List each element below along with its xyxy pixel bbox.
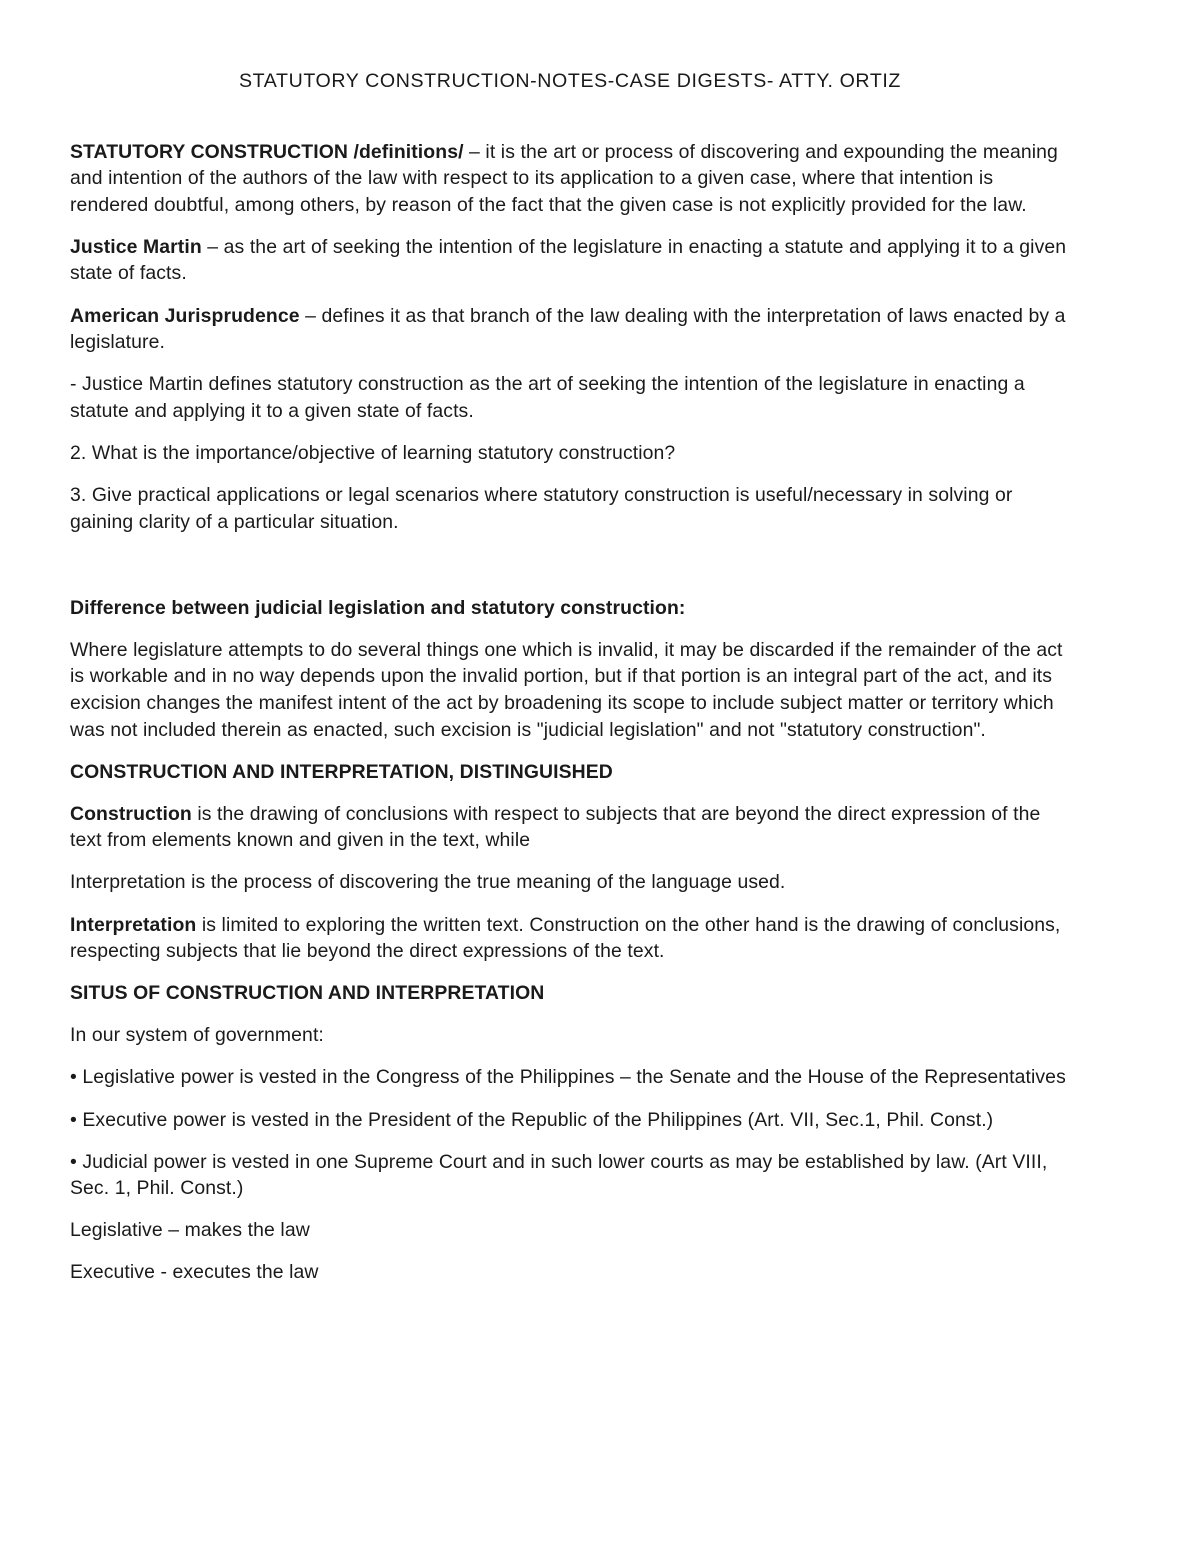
bullet-legislative-power: • Legislative power is vested in the Congress of the Philippines – the Senate and the House of the Representatives [70, 1066, 1066, 1089]
document-body [70, 68, 1070, 1302]
question-3: 3. Give practical applications or legal scenarios where statutory construction is useful/necessary in solving or gaining clarity of a particular situation. [70, 484, 1013, 533]
interpretation-definition [70, 912, 1070, 965]
justice-martin-note: - Justice Martin defines statutory construction as the art of seeking the intention of the legislature in enacting a statute and applying it to a given state of facts. [70, 373, 1025, 422]
question-2: 2. What is the importance/objective of learning statutory construction? [70, 441, 676, 464]
bullet-judicial-power: • Judicial power is vested in one Supreme Court and in such lower courts as may be established by law. (Art VIII, Sec. 1, Phil. Const.) [70, 1150, 1048, 1200]
definition-justice-martin [70, 234, 1070, 287]
construction-definition [70, 801, 1070, 854]
document-title: STATUTORY CONSTRUCTION-NOTES-CASE DIGESTS- ATTY. ORTIZ [239, 70, 901, 92]
definition-term: Interpretation [70, 913, 197, 936]
system-intro: In our system of government: [70, 1024, 324, 1047]
definition-text: is limited to exploring the written text. Construction on the other hand is the drawing of conclusions, respecting subjects that lie beyond the direct expressions of the text. [70, 913, 1061, 963]
definition-term: Justice Martin [70, 235, 202, 258]
definition-text: is the drawing of conclusions with respect to subjects that are beyond the direct expression of the text from elements known and given in the text, while [70, 802, 1041, 852]
definition-text: – defines it as that branch of the law dealing with the interpretation of laws enacted by a legislature. [70, 304, 1066, 354]
definition-american-jurisprudence [70, 303, 1070, 356]
judicial-legislation-heading: Difference between judicial legislation and statutory construction: [70, 596, 686, 619]
spacer [70, 551, 1070, 595]
bullet-executive-power: • Executive power is vested in the President of the Republic of the Philippines (Art. VII, Sec.1, Phil. Const.) [70, 1108, 994, 1131]
legislative-role: Legislative – makes the law [70, 1219, 310, 1242]
executive-role: Executive - executes the law [70, 1261, 319, 1284]
distinguished-heading: CONSTRUCTION AND INTERPRETATION, DISTINGUISHED [70, 760, 613, 783]
definition-text: – as the art of seeking the intention of the legislature in enacting a statute and applying it to a given state of facts. [70, 235, 1067, 285]
judicial-legislation-text: Where legislature attempts to do several things one which is invalid, it may be discarded if the remainder of the act is workable and in no way depends upon the invalid portion, but if that portion is an integral part of the act, and its excision changes the manifest intent of the act by broadening its scope to include subject matter or territory which was not included therein as enacted, such excision is "judicial legislation" and not "statutory construction". [70, 638, 1063, 741]
definition-statutory-construction [70, 139, 1070, 219]
situs-heading: SITUS OF CONSTRUCTION AND INTERPRETATION [70, 982, 545, 1005]
definition-term: STATUTORY CONSTRUCTION /definitions/ [70, 140, 464, 163]
definition-term: American Jurisprudence [70, 304, 300, 327]
definition-text: – it is the art or process of discovering and expounding the meaning and intention of the authors of the law with respect to its application to a given case, where that intention is rendered doubtful, among others, by reason of the fact that the given case is not explicitly provided for the law. [70, 140, 1058, 216]
definition-term: Construction [70, 802, 192, 825]
interpretation-process: Interpretation is the process of discovering the true meaning of the language used. [70, 871, 786, 894]
